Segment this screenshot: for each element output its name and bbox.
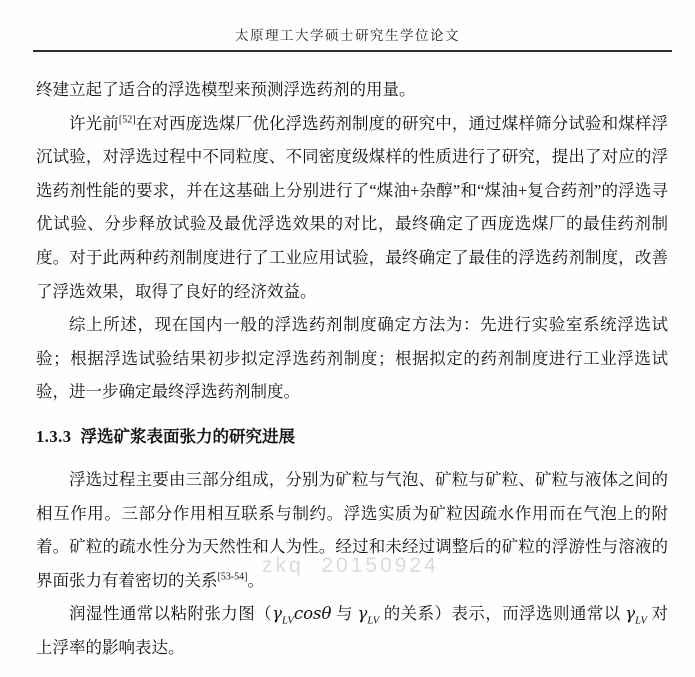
text-run: 终建立起了适合的浮选模型来预测浮选药剂的用量。	[36, 80, 416, 99]
header-rule	[33, 50, 672, 52]
running-head-title: 太原理工大学硕士研究生学位论文	[235, 28, 460, 43]
text-run: 浮选过程主要由三部分组成，分别为矿粒与气泡、矿粒与矿粒、矿粒与液体之间的相互作用。三部分作用相互联系与制约。浮选实质为矿粒因疏水作用而在气泡上的附着。矿粒的疏水性分为天然性和人为性。经过和未经过调整后的矿粒的浮游性与溶液的界面张力有着密切的关系	[36, 469, 668, 590]
gamma-lv-symbol: γ	[625, 604, 636, 624]
gamma-subscript: LV	[281, 615, 294, 627]
text-run: 。	[247, 570, 264, 590]
text-run: 对上浮率的影响表达。	[36, 604, 669, 657]
text-run: 许光前	[69, 113, 119, 133]
paragraph-xuguangqian-study	[36, 107, 668, 309]
gamma-lv-symbol: γ	[357, 604, 368, 624]
scan-watermark: zkq 20150924	[262, 554, 439, 577]
paragraph-model-conclusion	[36, 73, 668, 107]
page-header	[0, 0, 695, 52]
theta-symbol: θ	[321, 604, 332, 624]
gamma-subscript: LV	[635, 615, 647, 627]
text-run: 综上所述，现在国内一般的浮选药剂制度确定方法为：先进行实验室系统浮选试验；根据浮选试验结果初步拟定浮选药剂制度；根据拟定的药剂制度进行工业浮选试验，进一步确定最终浮选药剂制度。	[36, 315, 668, 402]
gamma-lv-symbol: γ	[272, 604, 282, 624]
citation-ref-52: [52]	[118, 114, 136, 126]
paragraph-wettability-tension	[36, 597, 668, 664]
section-title: 浮选矿浆表面张力的研究进展	[80, 426, 295, 446]
gamma-subscript: LV	[367, 615, 380, 627]
page-body	[36, 73, 668, 665]
text-run: 在对西庞选煤厂优化浮选药剂制度的研究中，通过煤样筛分试验和煤样浮沉试验，对浮选过程中不同粒度、不同密度级煤样的性质进行了研究，提出了对应的浮选药剂性能的要求，并在这基础上分别进行了“煤油+杂醇”和“煤油+复合药剂”的浮选寻优试验、分步释放试验及最优浮选效果的对比，最终确定了西庞选煤厂的最佳药剂制度。对于此两种药剂制度进行了工业应用试验，最终确定了最佳的浮选药剂制度，改善了浮选效果，取得了良好的经济效益。	[36, 113, 669, 301]
citation-ref-53-54: [53-54]	[217, 571, 248, 583]
text-run: 与	[331, 604, 358, 624]
cos-function: cos	[293, 604, 322, 624]
text-run: 润湿性通常以粘附张力图（	[69, 604, 273, 624]
text-run: 的关系）表示，而浮选则通常以	[379, 604, 626, 624]
section-heading-1-3-3	[36, 424, 668, 450]
paragraph-flotation-components	[36, 463, 668, 597]
section-number: 1.3.3	[36, 426, 72, 446]
paragraph-summary-method	[36, 308, 668, 409]
